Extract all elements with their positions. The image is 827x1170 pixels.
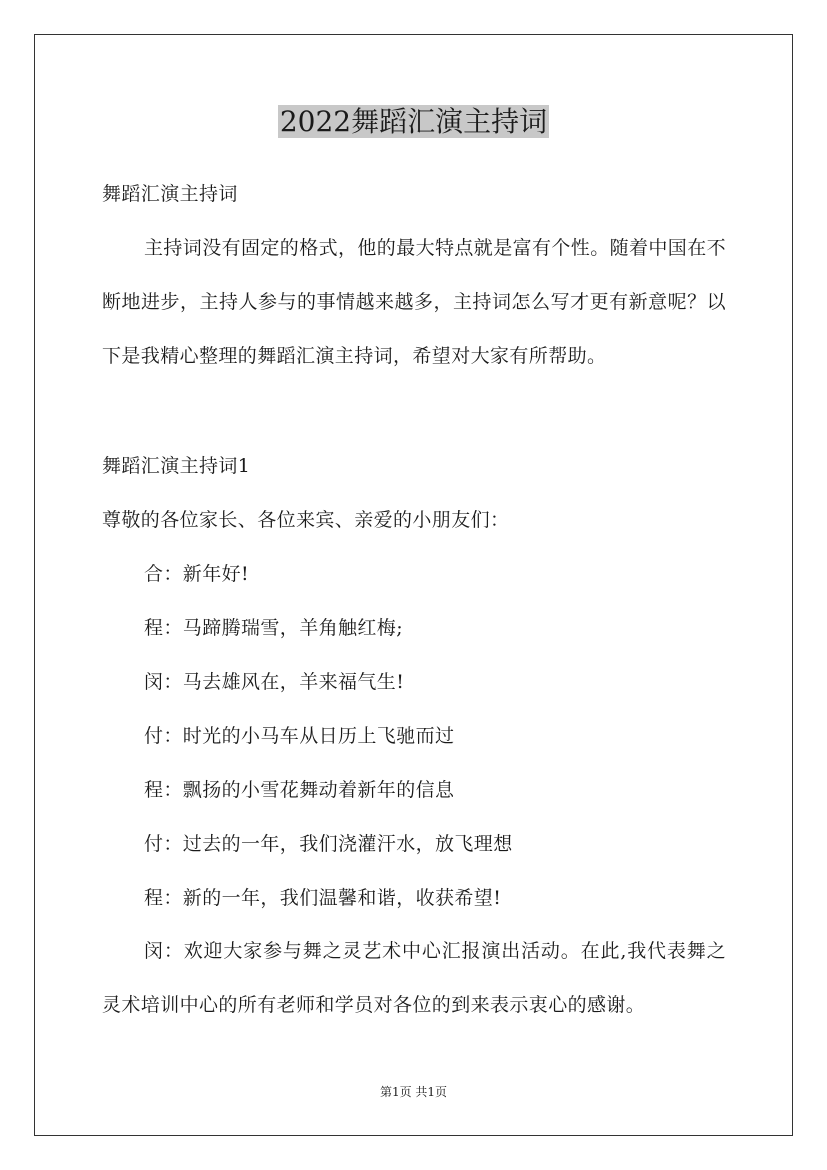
dialogue-line: 程：飘扬的小雪花舞动着新年的信息 (144, 779, 455, 801)
subtitle: 舞蹈汇演主持词 (102, 183, 238, 205)
dialogue-line: 付：过去的一年，我们浇灌汗水，放飞理想 (144, 833, 513, 855)
page-footer: 第1页 共1页 (379, 1085, 448, 1099)
dialogue-line: 付：时光的小马车从日历上飞驰而过 (144, 725, 455, 747)
dialogue-line: 程：新的一年，我们温馨和谐，收获希望! (144, 887, 502, 909)
document-title (0, 102, 827, 142)
dialogue-line: 程：马蹄腾瑞雪，羊角触红梅; (144, 617, 404, 639)
dialogue-line: 合：新年好! (144, 563, 250, 585)
title-text: 2022舞蹈汇演主持词 (279, 105, 548, 138)
greeting-line: 尊敬的各位家长、各位来宾、亲爱的小朋友们： (102, 509, 510, 531)
dialogue-line: 闵：马去雄风在，羊来福气生! (144, 671, 405, 693)
closing-paragraph: 闵：欢迎大家参与舞之灵艺术中心汇报演出活动。在此,我代表舞之灵术培训中心的所有老师和学员对各位的到来表示衷心的感谢。 (102, 940, 726, 1016)
intro-paragraph: 主持词没有固定的格式，他的最大特点就是富有个性。随着中国在不断地进步，主持人参与的事情越来越多，主持词怎么写才更有新意呢？以下是我精心整理的舞蹈汇演主持词，希望对大家有所帮助。 (102, 237, 727, 367)
section-heading: 舞蹈汇演主持词1 (102, 455, 251, 477)
